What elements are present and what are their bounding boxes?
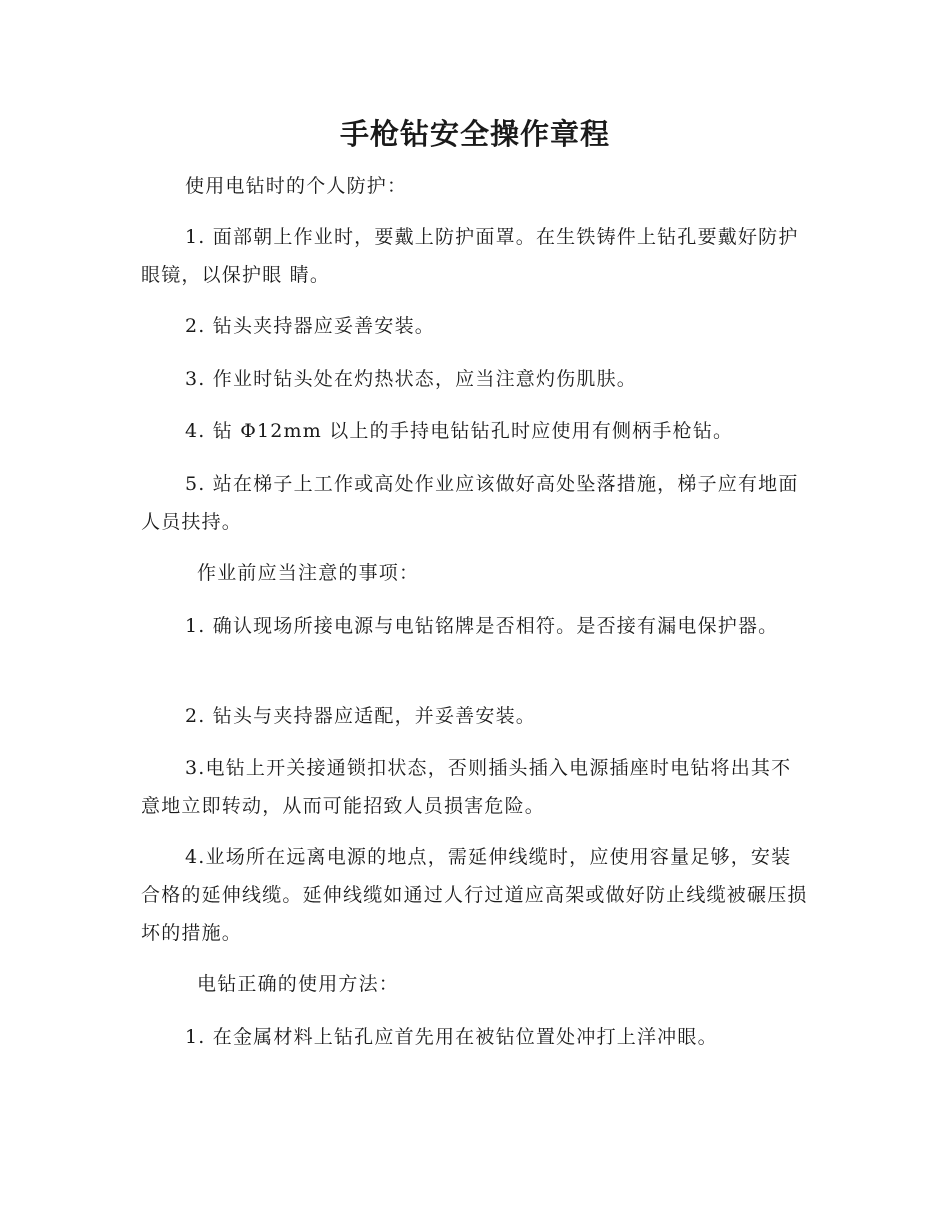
list-item: 1. 在金属材料上钻孔应首先用在被钻位置处冲打上洋冲眼。 [185, 1026, 718, 1048]
list-item: 4.业场所在远离电源的地点，需延伸线缆时，应使用容量足够，安装合格的延伸线缆。延伸线缆如通过人行过道应高架或做好防止线缆被碾压损坏的措施。 [141, 846, 808, 944]
list-item: 5. 站在梯子上工作或高处作业应该做好高处坠落措施，梯子应有地面人员扶持。 [141, 473, 799, 533]
section-heading: 使用电钻时的个人防护： [185, 175, 408, 197]
list-item: 3. 作业时钻头处在灼热状态，应当注意灼伤肌肤。 [185, 368, 637, 390]
list-item: 3.电钻上开关接通锁扣状态，否则插头插入电源插座时电钻将出其不意地立即转动，从而可能招致人员损害危险。 [141, 757, 792, 817]
section-heading: 作业前应当注意的事项： [197, 562, 420, 584]
list-item: 1. 面部朝上作业时，要戴上防护面罩。在生铁铸件上钻孔要戴好防护眼镜，以保护眼 睛。 [141, 226, 799, 286]
list-item: 2. 钻头与夹持器应适配，并妥善安装。 [185, 705, 536, 727]
list-item: 1. 确认现场所接电源与电钻铭牌是否相符。是否接有漏电保护器。 [185, 615, 779, 637]
section-heading: 电钻正确的使用方法： [197, 973, 400, 995]
list-item: 2. 钻头夹持器应妥善安装。 [185, 315, 435, 337]
list-item: 4. 钻 Φ12mm 以上的手持电钻钻孔时应使用有侧柄手枪钻。 [185, 420, 734, 442]
document-title: 手枪钻安全操作章程 [339, 117, 610, 151]
